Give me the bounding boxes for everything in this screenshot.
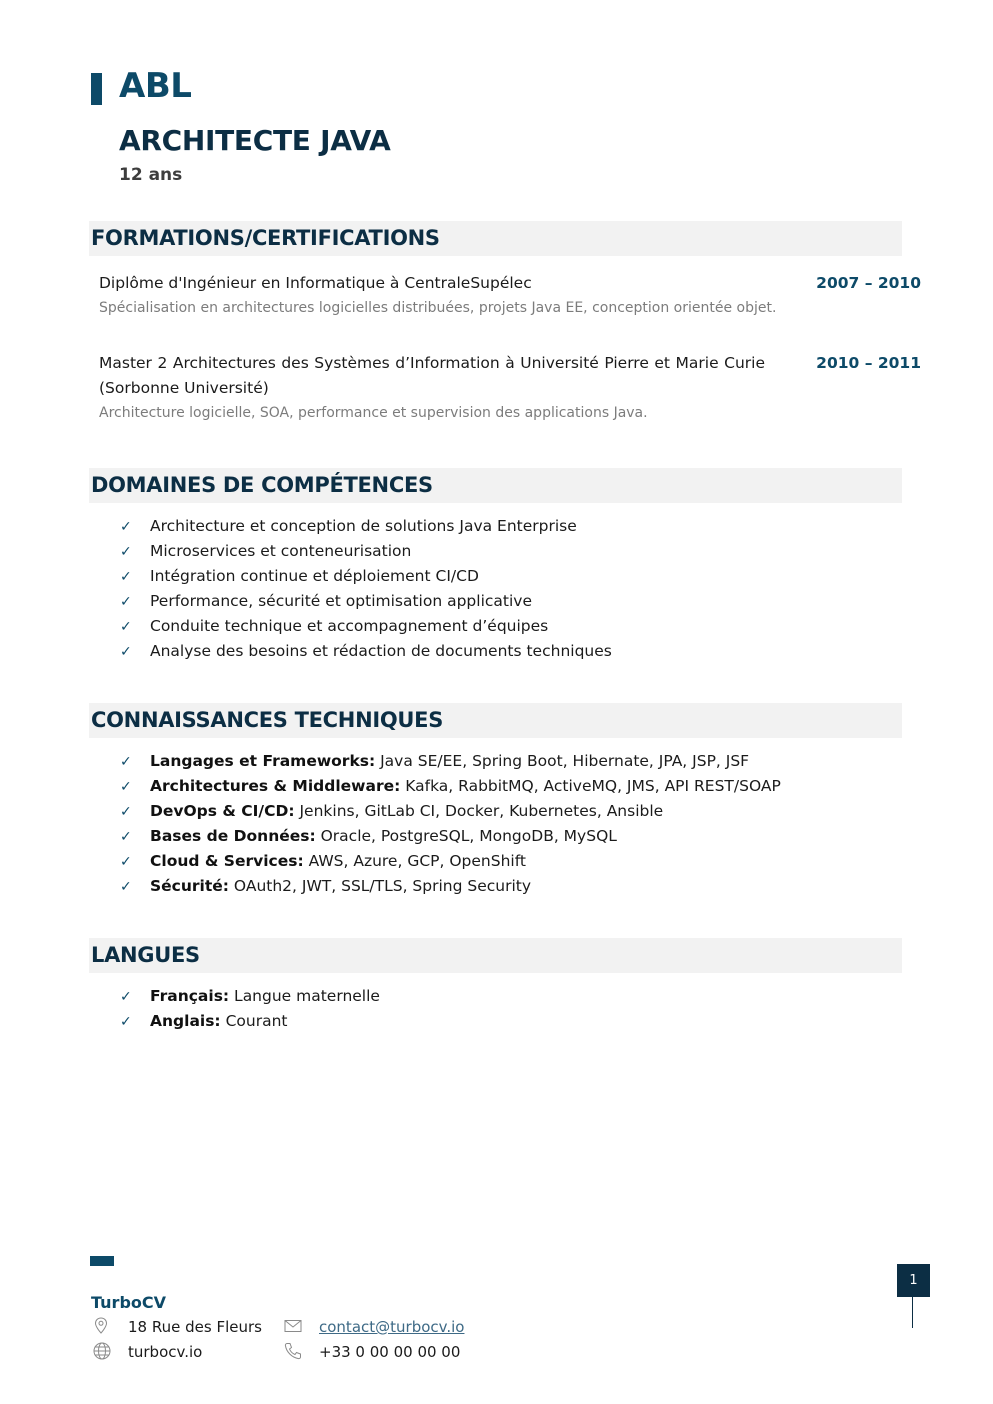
list-item (120, 774, 781, 799)
section-header-education (89, 221, 902, 256)
section-title-skills: DOMAINES DE COMPÉTENCES (91, 473, 433, 497)
check-icon: ✓ (120, 594, 132, 610)
tech-label: Langages et Frameworks: (150, 752, 376, 770)
location-pin-icon (92, 1316, 112, 1336)
languages-list (120, 984, 380, 1034)
technical-list (120, 749, 781, 899)
tech-label: Cloud & Services: (150, 852, 304, 870)
list-item (120, 849, 781, 874)
language-label: Français: (150, 987, 230, 1005)
envelope-icon (283, 1316, 303, 1336)
check-icon: ✓ (120, 1014, 132, 1030)
page-number: 1 (897, 1264, 930, 1297)
check-icon: ✓ (120, 989, 132, 1005)
list-item (120, 614, 612, 639)
list-item (120, 984, 380, 1009)
tech-label: Bases de Données: (150, 827, 316, 845)
name-accent-bar (91, 73, 102, 105)
list-item (120, 749, 781, 774)
tech-label: DevOps & CI/CD: (150, 802, 295, 820)
education-description: Spécialisation en architectures logicielles distribuées, projets Java EE, conception orientée objet. (99, 300, 777, 316)
skill-text: Microservices et conteneurisation (150, 542, 412, 560)
check-icon: ✓ (120, 754, 132, 770)
skill-text: Architecture et conception de solutions Java Enterprise (150, 517, 577, 535)
list-item (120, 824, 781, 849)
check-icon: ✓ (120, 779, 132, 795)
list-item (120, 874, 781, 899)
tech-value: AWS, Azure, GCP, OpenShift (303, 852, 526, 870)
tech-value: OAuth2, JWT, SSL/TLS, Spring Security (228, 877, 532, 895)
skills-list (120, 514, 612, 664)
check-icon: ✓ (120, 879, 132, 895)
tech-value: Jenkins, GitLab CI, Docker, Kubernetes, Ansible (294, 802, 664, 820)
skill-text: Analyse des besoins et rédaction de documents techniques (150, 642, 612, 660)
candidate-name: ABL (119, 66, 192, 106)
experience-years: 12 ans (119, 165, 183, 185)
section-title-technical: CONNAISSANCES TECHNIQUES (91, 708, 444, 732)
language-label: Anglais: (150, 1012, 221, 1030)
language-level: Courant (220, 1012, 288, 1030)
list-item (120, 589, 612, 614)
education-title: Master 2 Architectures des Systèmes d’Information à Université Pierre et Marie Curie (Sorbonne Université) (99, 354, 765, 397)
check-icon: ✓ (120, 854, 132, 870)
education-description: Architecture logicielle, SOA, performance et supervision des applications Java. (99, 405, 648, 421)
list-item (120, 1009, 380, 1034)
footer-address: 18 Rue des Fleurs (128, 1318, 262, 1336)
list-item (120, 539, 612, 564)
section-title-education: FORMATIONS/CERTIFICATIONS (91, 226, 440, 250)
education-dates: 2007 – 2010 (816, 274, 921, 292)
education-item (99, 271, 921, 319)
check-icon: ✓ (120, 804, 132, 820)
footer-website: turbocv.io (128, 1343, 203, 1361)
check-icon: ✓ (120, 544, 132, 560)
language-level: Langue maternelle (229, 987, 380, 1005)
skill-text: Intégration continue et déploiement CI/CD (150, 567, 479, 585)
globe-icon (92, 1341, 112, 1361)
section-header-languages (89, 938, 902, 973)
skill-text: Performance, sécurité et optimisation applicative (150, 592, 532, 610)
list-item (120, 514, 612, 539)
check-icon: ✓ (120, 644, 132, 660)
footer-phone: +33 0 00 00 00 00 (319, 1343, 461, 1361)
tech-label: Architectures & Middleware: (150, 777, 401, 795)
check-icon: ✓ (120, 519, 132, 535)
footer-accent-bar (90, 1256, 114, 1266)
tech-value: Oracle, PostgreSQL, MongoDB, MySQL (315, 827, 617, 845)
section-header-skills (89, 468, 902, 503)
tech-value: Java SE/EE, Spring Boot, Hibernate, JPA, JSP, JSF (375, 752, 750, 770)
check-icon: ✓ (120, 829, 132, 845)
section-header-technical (89, 703, 902, 738)
list-item (120, 639, 612, 664)
tech-value: Kafka, RabbitMQ, ActiveMQ, JMS, API REST/SOAP (400, 777, 781, 795)
check-icon: ✓ (120, 569, 132, 585)
job-title: ARCHITECTE JAVA (119, 124, 391, 157)
phone-icon (283, 1341, 303, 1361)
footer-brand: TurboCV (91, 1293, 167, 1312)
tech-label: Sécurité: (150, 877, 229, 895)
education-title: Diplôme d'Ingénieur en Informatique à CentraleSupélec (99, 274, 532, 292)
list-item (120, 564, 612, 589)
check-icon: ✓ (120, 619, 132, 635)
skill-text: Conduite technique et accompagnement d’équipes (150, 617, 549, 635)
page-number-line (912, 1297, 913, 1328)
list-item (120, 799, 781, 824)
section-title-languages: LANGUES (91, 943, 200, 967)
footer-email-link[interactable]: contact@turbocv.io (319, 1318, 465, 1336)
education-dates: 2010 – 2011 (816, 354, 921, 372)
education-item (99, 351, 921, 424)
